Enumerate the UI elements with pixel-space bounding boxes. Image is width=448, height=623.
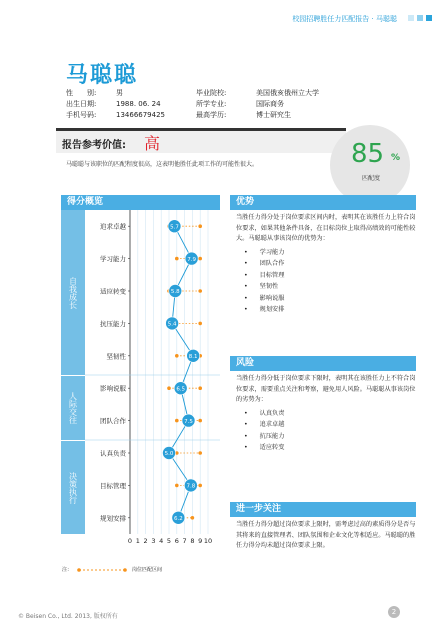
x-tick-label: 6: [174, 537, 179, 545]
score-value-label: 5.4: [167, 321, 177, 328]
range-low-marker: [167, 386, 171, 390]
score-overview-chart: [85, 210, 220, 534]
further-attention-title: 进一步关注: [236, 504, 282, 514]
group-label-self-growth: 自我成长: [68, 276, 78, 309]
category-label: 团队合作: [100, 417, 126, 426]
advantages-section: [236, 213, 416, 316]
range-high-marker: [198, 289, 202, 293]
risks-list: [236, 408, 416, 454]
candidate-name: 马聪聪: [66, 63, 139, 88]
advantage-item: • 目标管理: [244, 270, 416, 282]
x-tick-label: 2: [143, 537, 148, 545]
degree-value: 博士研究生: [256, 111, 291, 119]
score-value-label: 5.8: [170, 289, 180, 296]
birth-value: 1988. 06. 24: [116, 100, 161, 108]
chart-legend: [62, 566, 162, 573]
advantage-item: • 团队合作: [244, 258, 416, 270]
score-value-label: 7.8: [186, 483, 196, 490]
major-label: 所学专业:: [196, 100, 227, 108]
advantage-item: • 影响说服: [244, 293, 416, 305]
score-value-label: 5.7: [170, 224, 179, 231]
match-score-circle: [330, 125, 410, 205]
advantage-item: • 规划安排: [244, 304, 416, 316]
legend-label: 岗位匹配区间: [132, 567, 163, 573]
further-attention-text: 当胜任力得分超过岗位要求上限时，需考虑过高的素质得分是否与其将来的直接管理者、团队氛围和企业文化等相适应。马聪聪的胜任力得分均未超过岗位要求上限。: [236, 521, 416, 549]
x-tick-label: 4: [159, 537, 164, 545]
range-high-marker: [198, 224, 202, 228]
page-number: 2: [388, 606, 400, 618]
group-label-decision-execution: 决策执行: [68, 471, 78, 504]
further-attention-title-bar: [230, 502, 416, 517]
range-high-marker: [198, 451, 202, 455]
range-low-marker: [175, 354, 179, 358]
gender-value: 男: [116, 89, 123, 97]
category-label: 抗压能力: [100, 319, 126, 328]
score-value-label: 6.5: [176, 386, 186, 393]
score-value-label: 7.9: [187, 256, 196, 263]
match-score-value: 85: [351, 139, 385, 169]
competency-group-sidebar: [61, 210, 85, 534]
category-label: 影响说服: [100, 384, 126, 393]
range-high-marker: [198, 257, 202, 261]
score-value-label: 8.1: [188, 354, 198, 360]
gender-label: 性 别:: [66, 89, 97, 97]
range-low-marker: [175, 484, 179, 488]
reference-description: 马聪聪与该职位的匹配程度很高，这表明他胜任此项工作的可能性很大。: [66, 161, 259, 168]
degree-label: 最高学历:: [196, 111, 227, 119]
range-low-marker: [175, 419, 179, 423]
group-label-interpersonal: 人际交往: [68, 392, 78, 424]
footer-copyright: © Beisen Co., Ltd. 2013, 版权所有: [18, 613, 118, 620]
score-line: [169, 226, 196, 518]
overview-title-bar: [61, 195, 220, 210]
advantages-title: 优势: [236, 197, 255, 207]
score-value-label: 5.0: [164, 451, 174, 458]
range-high-marker: [198, 419, 202, 423]
score-value-label: 6.2: [173, 516, 183, 522]
x-tick-label: 0: [127, 537, 133, 545]
x-tick-label: 10: [203, 537, 213, 545]
reference-value-box: [56, 128, 346, 153]
range-high-marker: [191, 516, 195, 520]
category-label: 规划安排: [100, 514, 126, 523]
further-attention-section: [236, 520, 416, 552]
x-tick-label: 7: [182, 537, 187, 545]
risks-text: 当胜任力得分低于岗位要求下限时，表明其在该胜任力上不符合岗位要求，需要重点关注和考察，避免用人风险。马聪聪从事该岗位的劣势为：: [236, 375, 416, 403]
risk-item: • 适应转变: [244, 442, 416, 454]
overview-title: 得分概览: [67, 197, 104, 207]
school-value: 美国俄亥俄州立大学: [256, 89, 319, 97]
risk-item: • 追求卓越: [244, 419, 416, 431]
range-low-marker: [175, 257, 179, 261]
phone-label: 手机号码:: [66, 111, 97, 119]
risks-title: 风险: [236, 358, 255, 368]
x-axis-ticks: [85, 534, 220, 548]
risks-section: [236, 374, 416, 454]
category-label: 学习能力: [100, 255, 126, 264]
category-label: 追求卓越: [100, 222, 126, 231]
birth-label: 出生日期:: [66, 100, 97, 108]
x-tick-label: 8: [190, 537, 195, 545]
advantages-list: [236, 247, 416, 316]
match-score-unit: %: [391, 153, 401, 163]
range-high-marker: [198, 386, 202, 390]
advantages-text: 当胜任力得分处于岗位要求区间内时，表明其在该胜任力上符合岗位要求，如果其他条件具备，在目标岗位上取得高绩效的可能性较大。马聪聪从事该岗位的优势为：: [236, 214, 416, 242]
match-score-label: 匹配度: [362, 175, 381, 182]
risk-item: • 抗压能力: [244, 431, 416, 443]
reference-value: 高: [144, 134, 161, 153]
x-tick-label: 9: [198, 537, 203, 545]
report-header: [292, 14, 432, 24]
legend-prefix: 注：: [62, 567, 73, 573]
advantage-item: • 坚韧性: [244, 281, 416, 293]
phone-value: 13466679425: [116, 111, 165, 119]
header-decoration: [405, 15, 432, 23]
range-high-marker: [198, 484, 202, 488]
category-label: 目标管理: [100, 481, 126, 490]
legend-range-symbol: [76, 567, 128, 573]
risks-title-bar: [230, 356, 416, 371]
advantages-title-bar: [230, 195, 416, 210]
x-tick-label: 5: [166, 537, 172, 545]
candidate-info: [66, 88, 366, 121]
school-label: 毕业院校:: [196, 89, 227, 97]
category-label: 适应转变: [100, 287, 126, 296]
score-value-label: 7.5: [184, 418, 193, 425]
advantage-item: • 学习能力: [244, 247, 416, 259]
category-label: 认真负责: [100, 449, 126, 458]
reference-label: 报告参考价值:: [62, 140, 126, 151]
x-tick-label: 3: [151, 537, 156, 545]
category-label: 坚韧性: [106, 352, 126, 361]
x-tick-label: 1: [135, 537, 140, 545]
header-title: 校园招聘胜任力匹配报告 · 马聪聪: [292, 15, 397, 23]
range-high-marker: [198, 322, 202, 326]
risk-item: • 认真负责: [244, 408, 416, 420]
major-value: 国际商务: [256, 100, 284, 108]
